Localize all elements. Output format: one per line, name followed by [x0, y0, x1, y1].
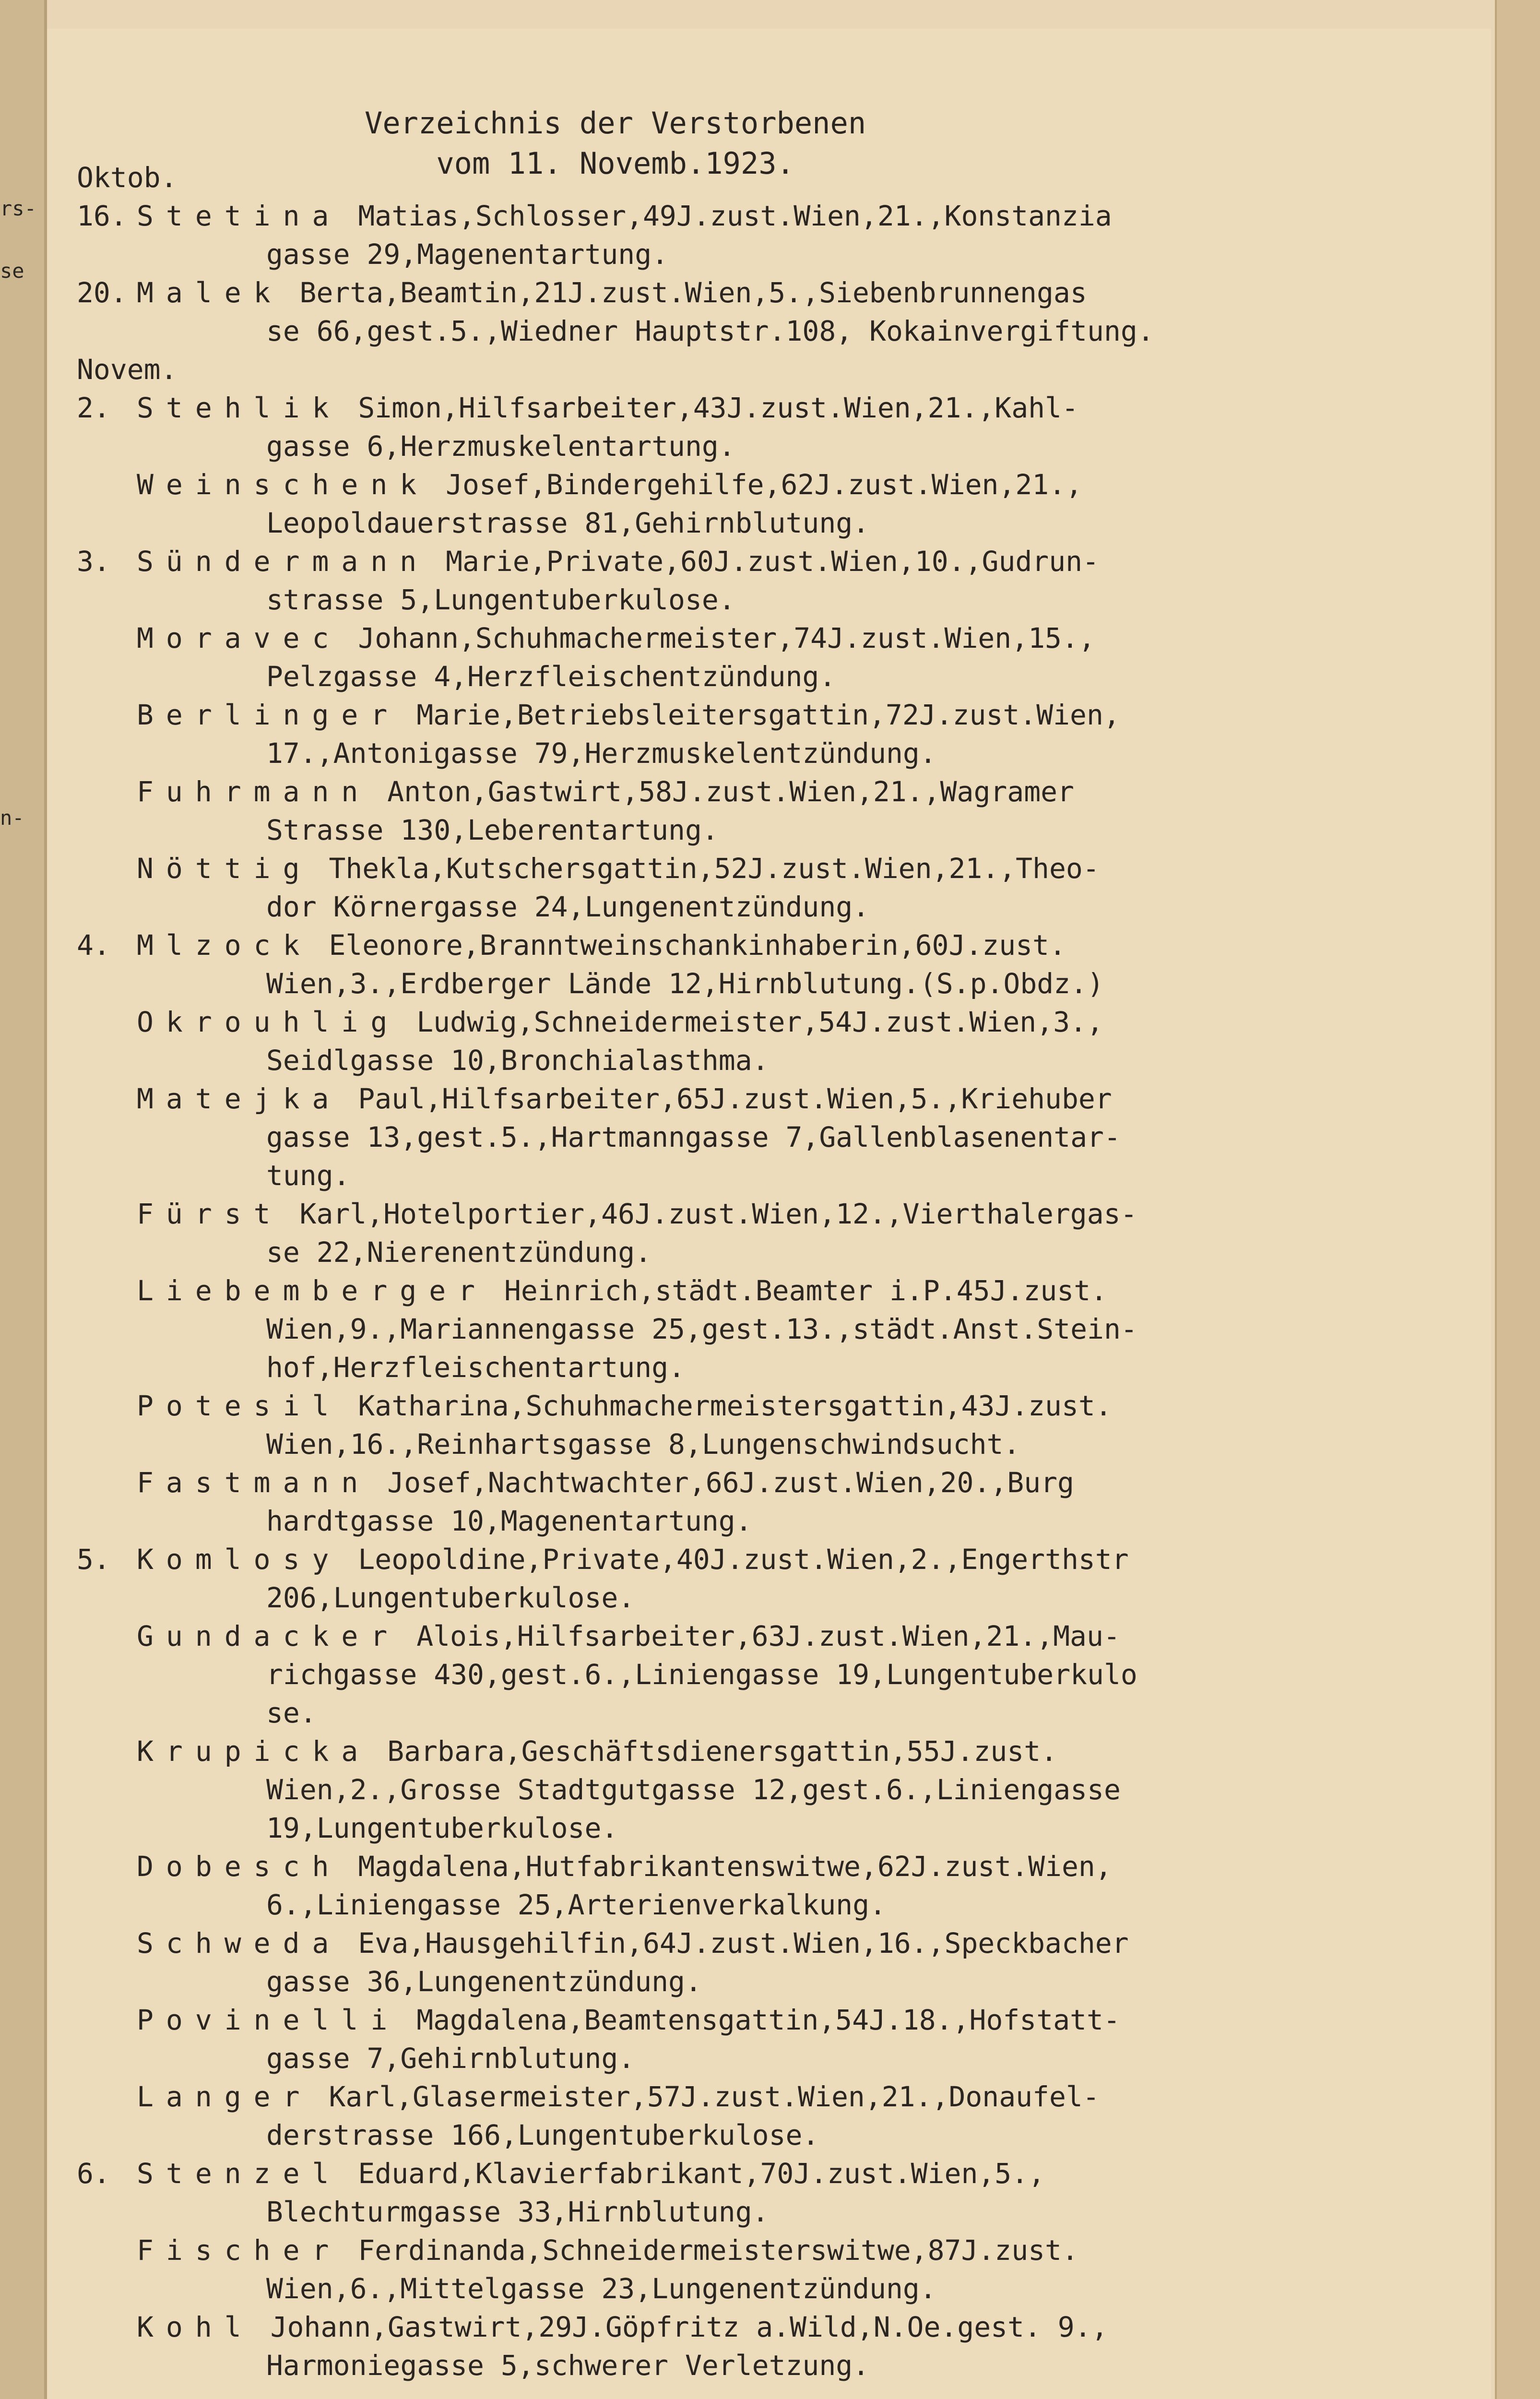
entry-continuation: se 22,Nierenentzündung. — [266, 1236, 652, 1269]
entry-details: Josef,Nachtwachter,66J.zust.Wien,20.,Burg — [387, 1466, 1074, 1499]
entry-surname: Dobesch — [137, 1850, 342, 1883]
entry-details: Thekla,Kutschersgattin,52J.zust.Wien,21.,Theo- — [329, 852, 1100, 885]
entry-line — [77, 2231, 1420, 2269]
entry-surname: Matejka — [137, 1082, 342, 1115]
entry-line — [77, 389, 1420, 427]
entry-line — [77, 772, 1420, 811]
entry-date: 2. — [77, 392, 110, 424]
entry-line — [77, 1924, 1420, 1962]
entry-continuation: Wien,6.,Mittelgasse 23,Lungenentzündung. — [266, 2272, 936, 2305]
entry-surname: Stehlik — [137, 392, 342, 424]
entry-continuation: Wien,3.,Erdberger Lände 12,Hirnblutung.(S.p.Obdz.) — [266, 967, 1104, 1000]
entry-continuation: se. — [266, 1697, 317, 1729]
entry-line — [77, 2001, 1420, 2039]
entry-details: Johann,Schuhmachermeister,74J.zust.Wien,15., — [358, 622, 1095, 654]
page-edge — [1495, 0, 1540, 2399]
entry-continuation: Wien,2.,Grosse Stadtgutgasse 12,gest.6.,Liniengasse — [266, 1773, 1121, 1806]
entry-line — [77, 350, 1420, 389]
entry-line — [77, 1080, 1420, 1118]
entry-line — [77, 926, 1420, 964]
register-entry — [77, 465, 1420, 542]
entry-continuation: 17.,Antonigasse 79,Herzmuskelentzündung. — [266, 737, 936, 770]
entry-details: Anton,Gastwirt,58J.zust.Wien,21.,Wagramer — [387, 775, 1074, 808]
margin-fragment: n- — [0, 806, 24, 830]
register-entry — [77, 1924, 1420, 2001]
entry-details: Barbara,Geschäftsdienersgattin,55J.zust. — [387, 1735, 1058, 1768]
margin-fragment: se — [0, 259, 24, 283]
entry-details: Leopoldine,Private,40J.zust.Wien,2.,Engerthstr — [358, 1543, 1129, 1576]
register-entry — [77, 2231, 1420, 2308]
register-entry — [77, 619, 1420, 696]
entry-details: Marie,Private,60J.zust.Wien,10.,Gudrun- — [446, 545, 1099, 578]
entry-details: Berta,Beamtin,21J.zust.Wien,5.,Siebenbrunnengas — [299, 276, 1087, 309]
entry-surname: Langer — [137, 2080, 312, 2113]
title-line-1: Verzeichnis der Verstorbenen — [365, 106, 866, 141]
register-entry — [77, 1271, 1420, 1387]
register-entry — [77, 1387, 1420, 1463]
entry-line — [77, 1387, 1420, 1425]
entry-details: Karl,Hotelportier,46J.zust.Wien,12.,Vierthalergas- — [299, 1198, 1137, 1230]
entry-line — [77, 1195, 1420, 1233]
entry-line — [77, 1540, 1420, 1579]
entry-details: Magdalena,Beamtensgattin,54J.18.,Hofstatt- — [416, 2004, 1120, 2036]
register-entry — [77, 772, 1420, 849]
entry-surname: Mlzock — [137, 929, 312, 962]
entry-continuation: tung. — [266, 1159, 350, 1192]
entry-date: 16. — [77, 200, 127, 232]
entry-date: 5. — [77, 1543, 110, 1576]
register-entry — [77, 2078, 1420, 2154]
entry-surname: Berlinger — [137, 699, 400, 731]
margin-fragment: rs- — [0, 197, 36, 220]
entry-line — [77, 1732, 1420, 1770]
entry-details: Eva,Hausgehilfin,64J.zust.Wien,16.,Speckbacher — [358, 1927, 1129, 1960]
entry-details: Katharina,Schuhmachermeistersgattin,43J.zust. — [358, 1390, 1112, 1422]
entry-line — [77, 2154, 1420, 2193]
entry-details: Matias,Schlosser,49J.zust.Wien,21.,Konstanzia — [358, 200, 1112, 232]
entry-surname: Fuhrmann — [137, 775, 371, 808]
register-entry — [77, 1463, 1420, 1540]
register-entry — [77, 542, 1420, 619]
register-entry — [77, 350, 1420, 389]
entry-continuation: Wien,16.,Reinhartsgasse 8,Lungenschwindsucht. — [266, 1428, 1020, 1461]
entry-surname: Stetina — [137, 200, 342, 232]
entry-details: Johann,Gastwirt,29J.Göpfritz a.Wild,N.Oe.gest. 9., — [270, 2311, 1108, 2343]
entry-surname: Fischer — [137, 2234, 342, 2267]
entry-continuation: Wien,9.,Mariannengasse 25,gest.13.,städt.Anst.Stein- — [266, 1313, 1137, 1345]
entry-details: Eduard,Klavierfabrikant,70J.zust.Wien,5., — [358, 2157, 1045, 2190]
book-gutter — [0, 0, 47, 2399]
entry-line — [77, 1847, 1420, 1886]
entry-continuation: richgasse 430,gest.6.,Liniengasse 19,Lungentuberkulo — [266, 1658, 1137, 1691]
register-entry — [77, 1003, 1420, 1080]
entry-line — [77, 273, 1420, 312]
entry-line — [77, 1003, 1420, 1041]
entry-details: Alois,Hilfsarbeiter,63J.zust.Wien,21.,Mau- — [416, 1620, 1120, 1652]
register-entry — [77, 1540, 1420, 1617]
entry-surname: Komlosy — [137, 1543, 342, 1576]
entry-surname: Povinelli — [137, 2004, 400, 2036]
entry-line — [77, 1271, 1420, 1310]
entry-continuation: Strasse 130,Leberentartung. — [266, 814, 719, 846]
entry-surname: Kohl — [137, 2311, 254, 2343]
entry-date: Oktob. — [77, 161, 178, 194]
entry-details: Marie,Betriebsleitersgattin,72J.zust.Wien, — [416, 699, 1120, 731]
entry-continuation: gasse 36,Lungenentzündung. — [266, 1965, 702, 1998]
entry-line — [77, 158, 1420, 197]
register-entry — [77, 1080, 1420, 1195]
entry-date: 3. — [77, 545, 110, 578]
entry-date: Novem. — [77, 353, 178, 386]
register-entry — [77, 1847, 1420, 1924]
entry-surname: Nöttig — [137, 852, 312, 885]
entry-continuation: hardtgasse 10,Magenentartung. — [266, 1505, 752, 1537]
entry-details: Ferdinanda,Schneidermeisterswitwe,87J.zust. — [358, 2234, 1078, 2267]
entry-surname: Moravec — [137, 622, 342, 654]
spacer — [77, 2385, 1420, 2399]
entry-line — [77, 542, 1420, 581]
register-entry — [77, 2308, 1420, 2385]
entry-details: Magdalena,Hutfabrikantenswitwe,62J.zust.Wien, — [358, 1850, 1112, 1883]
entry-details: Simon,Hilfsarbeiter,43J.zust.Wien,21.,Kahl- — [358, 392, 1078, 424]
entry-line — [77, 696, 1420, 734]
entry-continuation: 19,Lungentuberkulose. — [266, 1812, 618, 1844]
register-entry — [77, 197, 1420, 273]
entry-continuation: derstrasse 166,Lungentuberkulose. — [266, 2119, 819, 2151]
entry-date: 20. — [77, 276, 127, 309]
entry-continuation: gasse 6,Herzmuskelentartung. — [266, 430, 735, 463]
entry-surname: Malek — [137, 276, 283, 309]
entry-surname: Stenzel — [137, 2157, 342, 2190]
entry-line — [77, 1463, 1420, 1502]
entry-continuation: 206,Lungentuberkulose. — [266, 1581, 635, 1614]
register-entry — [77, 273, 1420, 350]
entry-line — [77, 849, 1420, 888]
entry-details: Josef,Bindergehilfe,62J.zust.Wien,21., — [446, 468, 1083, 501]
entry-line — [77, 1617, 1420, 1655]
entry-continuation: hof,Herzfleischentartung. — [266, 1351, 685, 1384]
entry-details: Heinrich,städt.Beamter i.P.45J.zust. — [504, 1274, 1108, 1307]
entry-line — [77, 619, 1420, 657]
entry-surname: Fürst — [137, 1198, 283, 1230]
entry-details: Paul,Hilfsarbeiter,65J.zust.Wien,5.,Kriehuber — [358, 1082, 1112, 1115]
register-entry — [77, 1732, 1420, 1847]
entry-surname: Potesil — [137, 1390, 342, 1422]
death-register-list — [77, 158, 1420, 2399]
entry-line — [77, 2078, 1420, 2116]
entry-continuation: Seidlgasse 10,Bronchialasthma. — [266, 1044, 769, 1077]
register-entry — [77, 1617, 1420, 1732]
register-entry — [77, 696, 1420, 772]
entry-surname: Fastmann — [137, 1466, 371, 1499]
entry-line — [77, 465, 1420, 504]
entry-date: 4. — [77, 929, 110, 962]
entry-surname: Schweda — [137, 1927, 342, 1960]
entry-continuation: Pelzgasse 4,Herzfleischentzündung. — [266, 660, 836, 693]
register-entry — [77, 1195, 1420, 1271]
register-entry — [77, 849, 1420, 926]
entry-line — [77, 197, 1420, 235]
entry-surname: Krupicka — [137, 1735, 371, 1768]
entry-details: Ludwig,Schneidermeister,54J.zust.Wien,3., — [416, 1006, 1103, 1038]
entry-continuation: Harmoniegasse 5,schwerer Verletzung. — [266, 2349, 870, 2382]
entry-surname: Okrouhlig — [137, 1006, 400, 1038]
entry-continuation: gasse 29,Magenentartung. — [266, 238, 669, 271]
entry-date: 6. — [77, 2157, 110, 2190]
entry-continuation: strasse 5,Lungentuberkulose. — [266, 583, 735, 616]
register-entry — [77, 158, 1420, 197]
entry-surname: Weinschenk — [137, 468, 429, 501]
entry-surname: Gundacker — [137, 1620, 400, 1652]
entry-line — [77, 2308, 1420, 2346]
entry-continuation: se 66,gest.5.,Wiedner Hauptstr.108, Kokainvergiftung. — [266, 315, 1154, 347]
register-entry — [77, 2001, 1420, 2078]
entry-surname: Liebemberger — [137, 1274, 488, 1307]
entry-continuation: dor Körnergasse 24,Lungenentzündung. — [266, 891, 870, 923]
register-entry — [77, 926, 1420, 1003]
title-line-2: vom 11. Novemb.1923. — [436, 146, 794, 181]
entry-continuation: gasse 7,Gehirnblutung. — [266, 2042, 635, 2075]
entry-continuation: Leopoldauerstrasse 81,Gehirnblutung. — [266, 507, 870, 539]
entry-continuation: 6.,Liniengasse 25,Arterienverkalkung. — [266, 1888, 887, 1921]
entry-surname: Sündermann — [137, 545, 429, 578]
entry-details: Karl,Glasermeister,57J.zust.Wien,21.,Donaufel- — [329, 2080, 1100, 2113]
entry-continuation: gasse 13,gest.5.,Hartmanngasse 7,Gallenblasenentar- — [266, 1121, 1121, 1153]
entry-details: Eleonore,Branntweinschankinhaberin,60J.zust. — [329, 929, 1066, 962]
entry-continuation: Blechturmgasse 33,Hirnblutung. — [266, 2196, 769, 2228]
register-entry — [77, 2154, 1420, 2231]
register-entry — [77, 389, 1420, 465]
